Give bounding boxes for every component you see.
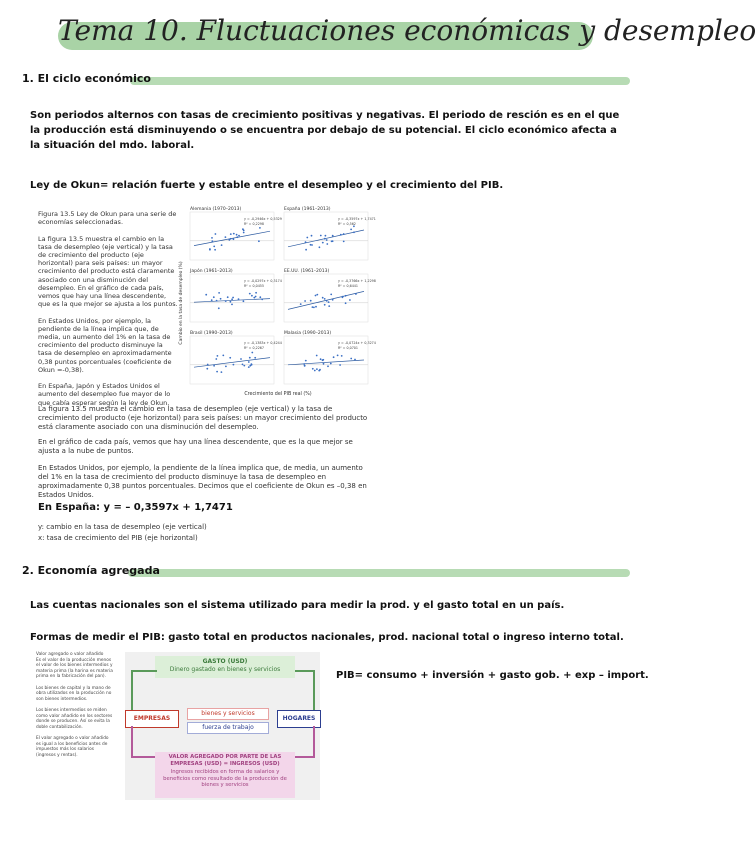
bienes-box: bienes y servicios (187, 708, 269, 720)
data-point (337, 355, 339, 357)
data-point (353, 231, 355, 233)
data-point (227, 296, 229, 298)
data-point (312, 306, 314, 308)
valor-subtitle: Ingresos recibidos en forma de salarios y beneficios como resultado de la producción de bienes y servicios (163, 769, 287, 788)
data-point (231, 304, 233, 306)
data-point (304, 300, 306, 302)
data-point (318, 370, 320, 372)
flow-arrow-left-top (131, 670, 157, 712)
data-point (233, 238, 235, 240)
empresas-box: EMPRESAS (125, 710, 179, 728)
data-point (342, 296, 344, 298)
flow-arrow-left-bottom (131, 726, 157, 758)
circular-flow-diagram (125, 652, 320, 800)
fuerza-box: fuerza de trabajo (187, 722, 269, 734)
regression-equation: R² = 0,562 (338, 222, 356, 226)
data-point (330, 294, 332, 296)
data-point (311, 235, 313, 237)
data-point (249, 365, 251, 367)
section2-underline (128, 569, 630, 577)
regression-equation: R² = 0,2298 (244, 222, 265, 226)
data-point (258, 240, 260, 242)
regression-equation: y = -0,3766x + 1,2298 (338, 279, 376, 283)
data-point (230, 233, 232, 235)
section1-intro: Son periodos alternos con tasas de crecimiento positivas y negativas. El periodo de resción es en el que la producción está disminuyendo o se encuentra por debajo de su potencial. El ciclo económico afecta a la situación del mdo. laboral. (30, 110, 620, 151)
data-point (259, 296, 261, 298)
okun-figure (178, 203, 378, 398)
data-point (316, 368, 318, 370)
data-point (225, 300, 227, 302)
data-point (339, 364, 341, 366)
data-point (343, 233, 345, 235)
x-axis-label: Crecimiento del PIB real (%) (244, 392, 312, 397)
data-point (225, 236, 227, 238)
panel-title: EE.UU. (1961–2013) (284, 269, 330, 274)
data-point (248, 366, 250, 368)
data-point (319, 246, 321, 248)
regression-equation: R² = 0,0701 (338, 346, 359, 350)
page-title: Tema 10. Fluctuaciones económicas y desempleo (58, 14, 756, 47)
section2-heading: 2. Economía agregada (22, 564, 160, 577)
data-point (354, 359, 356, 361)
data-point (214, 249, 216, 251)
valor-title: VALOR AGREGADO POR PARTE DE LAS EMPRESAS (USD) = INGRESOS (USD) (168, 754, 282, 767)
data-point (206, 368, 208, 370)
data-point (340, 234, 342, 236)
okun-scatter-panels (178, 203, 378, 398)
data-point (238, 235, 240, 237)
para-2: En el gráfico de cada país, vemos que hay una línea descendente, que es la que mejor se ajusta a la nube de puntos. (38, 438, 353, 455)
data-point (306, 237, 308, 239)
data-point (216, 300, 218, 302)
data-point (326, 239, 328, 241)
data-point (303, 363, 305, 365)
data-point (323, 363, 325, 365)
data-point (255, 292, 257, 294)
data-point (331, 240, 333, 242)
data-point (254, 357, 256, 359)
data-point (207, 364, 209, 366)
data-point (232, 297, 234, 299)
data-point (316, 294, 318, 296)
data-point (218, 292, 220, 294)
national-accounts-text: Las cuentas nacionales son el sistema utilizado para medir la prod. y el gasto total en un país. (30, 600, 565, 611)
y-axis-label: Cambio en la tasa de desempleo (%) (179, 261, 184, 345)
data-point (304, 365, 306, 367)
data-point (332, 299, 334, 301)
data-point (215, 358, 217, 360)
data-point (242, 364, 244, 366)
data-point (251, 295, 253, 297)
panel-title: Alemania (1970–2013) (190, 207, 242, 212)
data-point (249, 357, 251, 359)
data-point (332, 235, 334, 237)
data-point (248, 361, 250, 363)
data-point (326, 243, 328, 245)
data-point (217, 355, 219, 357)
data-point (220, 298, 222, 300)
data-point (233, 233, 235, 235)
data-point (350, 358, 352, 360)
panel-title: Japón (1961–2013) (190, 269, 233, 274)
flow-arrow-right-bottom (295, 726, 315, 758)
panel-title: Brasil (1990–2013) (190, 331, 233, 336)
data-point (231, 298, 233, 300)
data-point (343, 241, 345, 243)
data-point (221, 371, 223, 373)
gasto-title: GASTO (USD) (202, 658, 248, 665)
hogares-box: HOGARES (277, 710, 321, 728)
data-point (313, 307, 315, 309)
data-point (305, 360, 307, 362)
data-point (314, 370, 316, 372)
data-point (305, 241, 307, 243)
data-point (320, 235, 322, 237)
data-point (315, 295, 317, 297)
data-point (213, 296, 215, 298)
x-definition: x: tasa de crecimiento del PIB (eje horizontal) (38, 534, 198, 542)
figure-caption: Figura 13.5 Ley de Okun para una serie de economías seleccionadas. La figura 13.5 muestra el cambio en la tasa de desempleo (eje vertical) y la tasa de crecimiento del producto (eje horizontal) para seis países: un mayor crecimiento del producto está claramente asociado con una disminución del desempleo. En el gráfico de cada país, vemos que hay una línea descendente, que es la que mejor se ajusta a los puntos. En Estados Unidos, por ejemplo, la pendiente de la línea implica que, de media, un aumento del 1% en la tasa de crecimiento del producto disminuye la tasa de desempleo en aproximadamente 0,38 puntos porcentuales (coeficiente de Okun =-0,38). En España, Japón y Estados Unidos el aumento del desempleo fue mayor de lo que cabía esperar según la ley de Okun. (38, 210, 178, 407)
data-point (259, 227, 261, 229)
data-point (236, 234, 238, 236)
data-point (349, 299, 351, 301)
data-point (213, 246, 215, 248)
data-point (213, 365, 215, 367)
data-point (310, 300, 312, 302)
data-point (328, 305, 330, 307)
section1-heading: 1. El ciclo económico (22, 72, 151, 85)
data-point (322, 297, 324, 299)
spain-equation: En España: y = – 0,3597x + 1,7471 (38, 502, 233, 513)
regression-equation: R² = 0,2267 (244, 346, 265, 350)
data-point (327, 365, 329, 367)
data-point (218, 307, 220, 309)
para-1: La figura 13.5 muestra el cambio en la tasa de desempleo (eje vertical) y la tasa de crecimiento del producto (eje horizontal) para seis países: un mayor crecimiento del producto está claramente asociado con una disminución del desempleo. (38, 405, 368, 431)
data-point (249, 293, 251, 295)
data-point (221, 244, 223, 246)
okun-law: Ley de Okun= relación fuerte y estable entre el desempleo y el crecimiento del PIB. (30, 180, 504, 191)
data-point (261, 299, 263, 301)
gasto-subtitle: Dinero gastado en bienes y servicios (169, 666, 281, 673)
regression-equation: R² = 0,0455 (244, 284, 265, 288)
regression-equation: y = -0,0724x + 0,3274 (338, 341, 376, 345)
data-point (230, 301, 232, 303)
pib-formula: PIB= consumo + inversión + gasto gob. + exp – import. (336, 670, 649, 681)
para-3: En Estados Unidos, por ejemplo, la pendiente de la línea implica que, de media, un aumento del 1% en la tasa de crecimiento del producto disminuye la tasa de desempleo en aproximadamente 0,38 puntos porcentuales. Decimos que el coeficiente de Okun es –0,38 en Estados Unidos. (38, 464, 367, 499)
data-point (312, 368, 314, 370)
data-point (355, 293, 357, 295)
value-added-sidebar: Valor agregado o valor añadido Es el valor de la producción menos el valor de los bienes intermedios y materia prima (la harina es materia prima en la fabricación del pan). Los bienes de capital y la mano de obra utilizados en la producción no son bienes intermedios. Los bienes intermedios se miden como valor añadido en los sectores donde se producen. Así se evita la doble contabilización. El valor agregado o valor añadido es igual a los beneficios antes de impuestos más los salarios (ingresos y rentas). (36, 652, 113, 758)
data-point (228, 239, 230, 241)
regression-equation: y = -0,1383x + 0,4244 (244, 341, 282, 345)
data-point (345, 302, 347, 304)
flow-arrow-right-top (295, 670, 315, 712)
data-point (211, 237, 213, 239)
data-point (243, 232, 245, 234)
data-point (333, 356, 335, 358)
data-point (316, 355, 318, 357)
pib-measure-text: Formas de medir el PIB: gasto total en productos nacionales, prod. nacional total o ingreso interno total. (30, 632, 624, 643)
data-point (324, 298, 326, 300)
data-point (211, 299, 213, 301)
data-point (238, 298, 240, 300)
panel-title: Malasia (1990–2013) (284, 331, 332, 336)
data-point (330, 363, 332, 365)
data-point (305, 249, 307, 251)
data-point (350, 229, 352, 231)
data-point (233, 364, 235, 366)
data-point (320, 358, 322, 360)
data-point (251, 363, 253, 365)
data-point (240, 358, 242, 360)
data-point (322, 359, 324, 361)
data-point (326, 300, 328, 302)
data-point (215, 233, 217, 235)
data-point (243, 300, 245, 302)
regression-equation: y = -0,3597x + 1,7471 (338, 217, 376, 221)
data-point (345, 295, 347, 297)
data-point (253, 297, 255, 299)
data-point (243, 365, 245, 367)
data-point (225, 366, 227, 368)
regression-equation: y = -0,2946x + 0,5329 (244, 217, 282, 221)
data-point (341, 355, 343, 357)
regression-equation: R² = 0,6441 (338, 284, 359, 288)
data-point (315, 306, 317, 308)
section1-underline (130, 77, 630, 85)
data-point (324, 304, 326, 306)
data-point (229, 357, 231, 359)
data-point (209, 249, 211, 251)
y-definition: y: cambio en la tasa de desempleo (eje vertical) (38, 523, 207, 531)
data-point (324, 238, 326, 240)
data-point (205, 294, 207, 296)
data-point (311, 244, 313, 246)
panel-title: España (1961–2013) (284, 207, 331, 212)
data-point (211, 240, 213, 242)
regression-equation: y = -0,0297x + 0,3174 (244, 279, 282, 283)
data-point (322, 242, 324, 244)
data-point (328, 301, 330, 303)
data-point (222, 355, 224, 357)
data-point (251, 352, 253, 354)
data-point (243, 230, 245, 232)
data-point (216, 371, 218, 373)
data-point (236, 236, 238, 238)
data-point (325, 235, 327, 237)
data-point (300, 303, 302, 305)
